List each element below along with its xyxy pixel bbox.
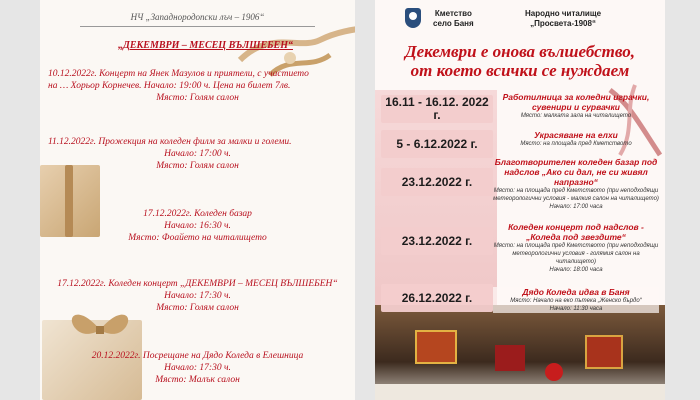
- left-event-5: [48, 350, 347, 386]
- event-title: Работилница за коледни играчки, сувенири и сурвачки: [502, 92, 650, 112]
- event-start: Начало: 17:30 ч.: [164, 291, 231, 301]
- left-poster: [40, 0, 355, 400]
- event-place: Място: на площада пред Кметството (при неподходящи метеорологични условия - малкия салон на читалището): [493, 188, 659, 202]
- event-start: Начало: 17:30 ч.: [164, 363, 231, 373]
- right-poster-title: [375, 42, 665, 80]
- event-date: 26.12.2022 г.: [381, 284, 493, 312]
- left-poster-title: „ДЕКЕМВРИ – МЕСЕЦ ВЪЛШЕБЕН“: [118, 40, 293, 51]
- event-place: Място: на площада пред Кметството (при неподходящи метеорологични условия - голямия салон на читалището): [493, 243, 659, 265]
- event-place: Място: Голям салон: [156, 161, 239, 171]
- event-date: 16.11 - 16.12. 2022 г.: [381, 95, 493, 123]
- event-start-time: Начало: 18:00 часа: [549, 267, 603, 273]
- event-description: 17.12.2022г. Коледен концерт „ДЕКЕМВРИ – МЕСЕЦ ВЪЛШЕБЕН“: [57, 279, 338, 289]
- event-title: Дядо Коледа идва в Баня: [522, 287, 630, 297]
- left-event-1: [48, 68, 347, 104]
- event-date: 23.12.2022 г.: [381, 168, 493, 196]
- event-description-cont: на … Хорьор Корнечев. Начало: 19:00 ч. Цена на билет 7лв.: [48, 81, 291, 91]
- christmas-gifts-scene-image: [375, 305, 665, 400]
- event-start-time: Начало: 17:00 часа: [549, 204, 603, 210]
- event-description: 10.12.2022г. Концерт на Янек Мазулов и приятели, с участието: [48, 69, 309, 79]
- event-place: Място: Голям салон: [156, 93, 239, 103]
- event-place: Място: Малък салон: [155, 375, 240, 385]
- event-start-time: Начало: 11:30 часа: [549, 306, 603, 312]
- left-event-3: [48, 208, 347, 244]
- coat-of-arms-icon: [405, 8, 421, 28]
- event-date: 5 - 6.12.2022 г.: [381, 130, 493, 158]
- event-place: Място: малката зала на читалището: [520, 113, 632, 119]
- org-right-line2: „Просвета-1908“: [530, 19, 596, 28]
- community-center-label: [525, 9, 601, 29]
- title-line2: от което всички се нуждаем: [410, 61, 630, 80]
- org-left-line2: село Баня: [433, 19, 474, 28]
- event-date: 23.12.2022 г.: [381, 227, 493, 255]
- right-event-2: [493, 130, 659, 148]
- event-title: Украсяване на елхи: [534, 130, 618, 140]
- org-left-line1: Кметство: [434, 9, 472, 18]
- right-event-4: [493, 222, 659, 274]
- gift-box-icon: [415, 330, 457, 364]
- gift-box-icon: [495, 345, 525, 371]
- org-right-line1: Народно читалище: [525, 9, 602, 18]
- event-title: Коледен концерт под надслов - „Коледа под звездите“: [508, 222, 644, 242]
- left-poster-header: НЧ „Западнородопски лъч – 1906“: [130, 12, 265, 22]
- event-start: Начало: 16:30 ч.: [164, 221, 231, 231]
- event-place: Място: Голям салон: [156, 303, 239, 313]
- right-event-1: [493, 92, 659, 120]
- municipality-label: [433, 9, 474, 29]
- event-title: Благотворителен коледен базар под надслов „Ако си дал, не си живял напразно“: [494, 157, 658, 187]
- gift-box-icon: [585, 335, 623, 369]
- ribbon-bow-decoration: [60, 300, 140, 350]
- right-poster: [375, 0, 665, 400]
- event-place: Място: Фоайето на читалището: [128, 233, 267, 243]
- right-event-5: [493, 287, 659, 313]
- event-start: Начало: 17:00 ч.: [164, 149, 231, 159]
- ornament-ball-icon: [545, 363, 563, 381]
- event-place: Място: Начало на еко пътека „Женско бърдо“: [510, 298, 642, 304]
- event-description: 11.12.2022г. Прожекция на коледен филм за малки и големи.: [48, 137, 292, 147]
- snow-ground: [375, 384, 665, 400]
- event-description: 17.12.2022г. Коледен базар: [143, 209, 252, 219]
- event-description: 20.12.2022г. Посрещане на Дядо Коледа в Елешница: [91, 351, 304, 361]
- right-event-3: [493, 157, 659, 211]
- event-place: Място: на площада пред Кметството: [520, 141, 632, 147]
- title-line1: Декември е онова вълшебство,: [405, 42, 635, 61]
